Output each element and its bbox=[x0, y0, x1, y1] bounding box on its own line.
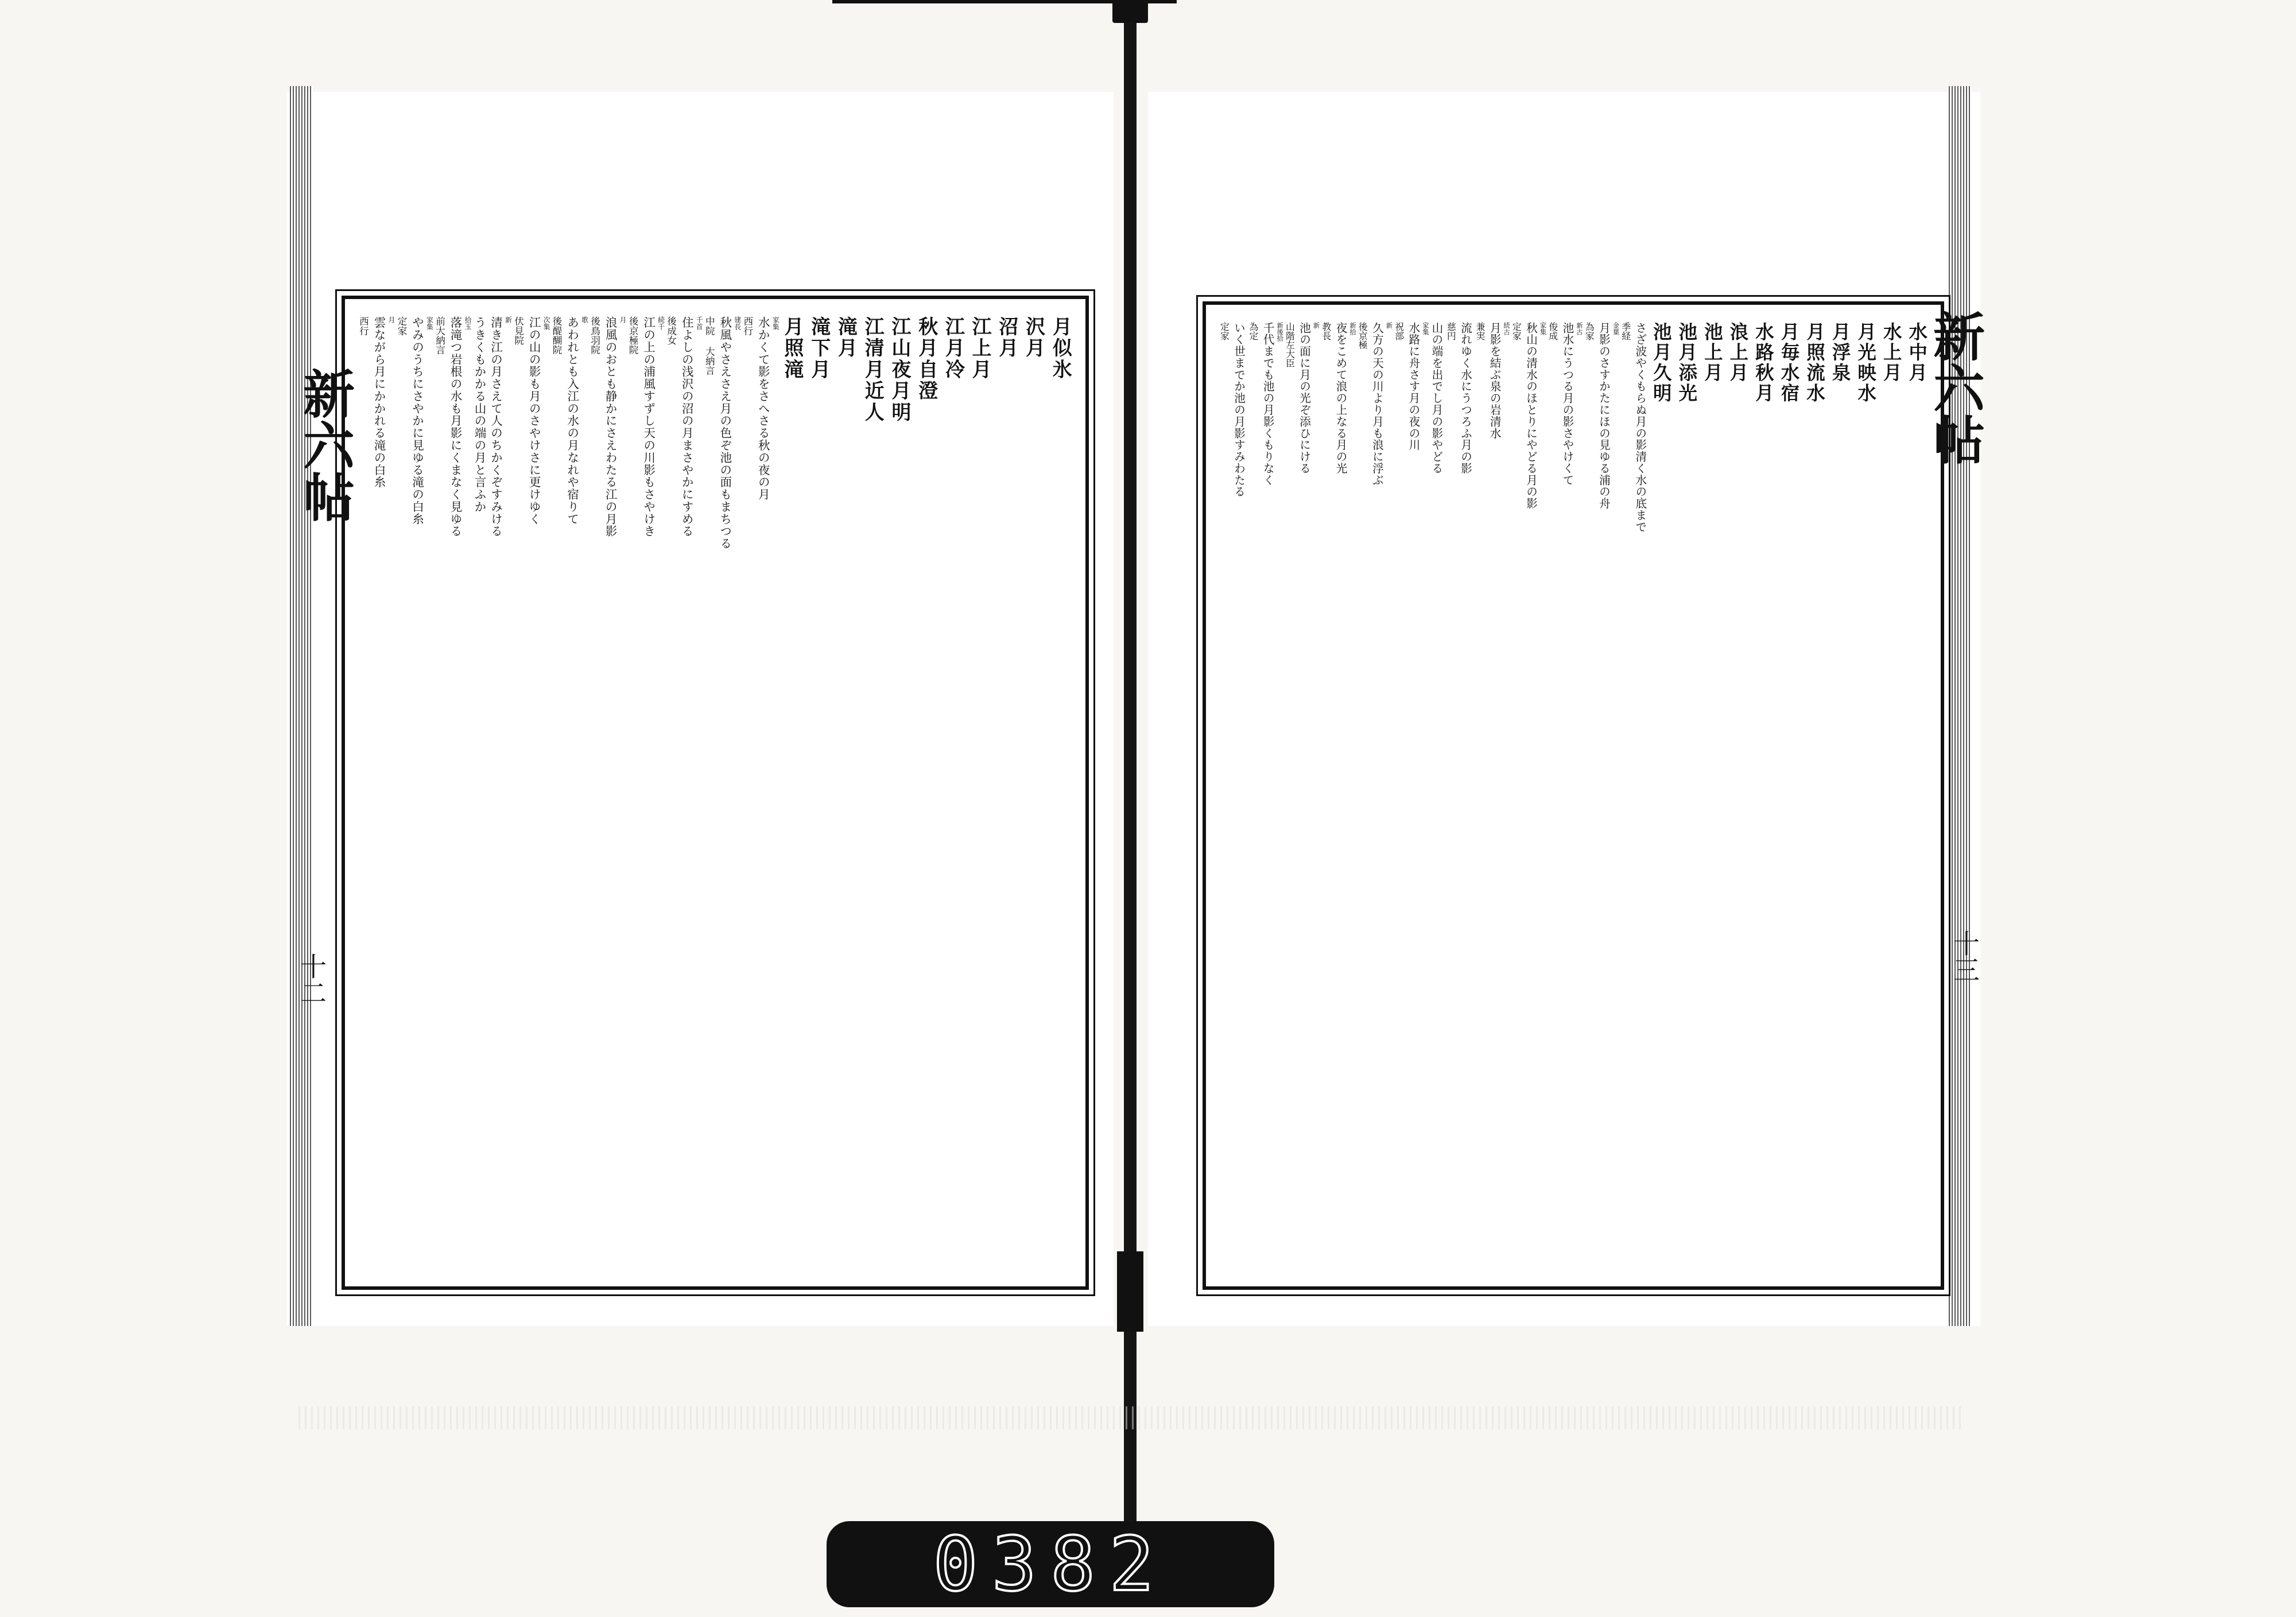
poet-name: 伏見院 bbox=[513, 316, 525, 345]
topic-heading: 江清月近人 bbox=[861, 316, 885, 424]
poem-line: 夜をこめて浪の上なる月の光 bbox=[1334, 322, 1347, 475]
right-columns bbox=[1217, 322, 1929, 693]
topic-heading: 月似氷 bbox=[1049, 316, 1072, 381]
source-tag: 続古 bbox=[1502, 322, 1510, 335]
poem-line: やみのうちにさやかに見ゆる滝の白糸 bbox=[410, 316, 424, 525]
topic-heading: 池月久明 bbox=[1650, 322, 1672, 404]
source-tag: 次集 bbox=[542, 316, 550, 330]
topic-heading: 池上月 bbox=[1701, 322, 1723, 383]
topic-heading: 浪上月 bbox=[1726, 322, 1749, 383]
poet-name: 祝部 bbox=[1393, 322, 1405, 340]
poem-line: 池の面に月の光ぞ添ひにける bbox=[1297, 322, 1311, 475]
poet-name: 中院 大納言 bbox=[704, 316, 715, 375]
source-tag: 千首 bbox=[695, 316, 703, 330]
poem-line: 池水にうつる月の影さやけくて bbox=[1561, 322, 1574, 486]
poem-line: 秋山の清水のほとりにやどる月の影 bbox=[1524, 322, 1538, 510]
poet-name: 前大納言 bbox=[434, 316, 446, 355]
poem-line: 清き江の月さえて人のちかくぞすみける bbox=[488, 316, 503, 537]
poem-line: 水路に舟さす月の夜の川 bbox=[1407, 322, 1420, 451]
right-running-title: 新六帖 bbox=[1924, 310, 1985, 465]
source-tag: 新 bbox=[503, 316, 512, 323]
poet-name: 兼実 bbox=[1475, 322, 1486, 340]
source-tag: 建長 bbox=[732, 316, 741, 330]
topic-heading: 月照滝 bbox=[781, 316, 804, 381]
poet-name: 後京極 bbox=[1357, 322, 1368, 350]
topic-heading: 月毎水宿 bbox=[1778, 322, 1800, 404]
left-folio: 十二 bbox=[296, 953, 327, 1006]
archive-number: 0382 bbox=[933, 1521, 1168, 1608]
topic-heading: 秋月自澄 bbox=[915, 316, 938, 402]
source-tag: 歌 bbox=[580, 316, 588, 323]
poet-name: 教長 bbox=[1321, 322, 1332, 340]
poem-line: 久方の天の川より月も浪に浮ぶ bbox=[1370, 322, 1384, 486]
bottom-edge-shadow bbox=[298, 1406, 1963, 1429]
poet-name: 西行 bbox=[742, 316, 754, 336]
source-tag: 月 bbox=[387, 316, 395, 323]
poet-name: 後京極院 bbox=[627, 316, 639, 355]
topic-heading: 沼月 bbox=[995, 316, 1019, 359]
poem-line: 江の上の浦風すずし天の川影もさやけき bbox=[641, 316, 656, 537]
topic-heading: 江上月 bbox=[968, 316, 992, 381]
poem-line: さざ波やくもらぬ月の影清く水の底まで bbox=[1633, 322, 1647, 533]
poet-name: 定家 bbox=[1511, 322, 1522, 340]
poet-name: 定家 bbox=[396, 316, 408, 336]
topic-heading: 江月冷 bbox=[941, 316, 965, 381]
poet-name: 山階左大臣 bbox=[1284, 322, 1296, 368]
topic-heading: 水中月 bbox=[1905, 322, 1927, 383]
source-tag: 家集 bbox=[425, 316, 433, 330]
poet-name: 後成女 bbox=[666, 316, 677, 345]
poet-name: 為家 bbox=[1584, 322, 1595, 340]
poem-line: 住よしの浅沢の沼の月まさやかにすめる bbox=[680, 316, 693, 537]
poem-line: いく世までか池の月影すみわたる bbox=[1232, 322, 1246, 498]
poem-line: 江の山の影も月のさやけさに更けゆく bbox=[527, 316, 541, 525]
poet-name: 季経 bbox=[1620, 322, 1631, 340]
source-tag: 新 bbox=[1384, 322, 1393, 329]
spine-notch bbox=[1117, 1251, 1143, 1332]
poem-line: 月影を結ぶ泉の岩清水 bbox=[1488, 322, 1501, 439]
poet-name: 為定 bbox=[1248, 322, 1259, 340]
topic-heading: 滝下月 bbox=[808, 316, 831, 381]
poet-name: 定家 bbox=[1219, 322, 1230, 340]
topic-heading: 池月添光 bbox=[1675, 322, 1697, 404]
topic-heading: 沢月 bbox=[1022, 316, 1046, 359]
poem-line: 流れゆく水にうつろふ月の影 bbox=[1459, 322, 1472, 475]
source-tag: 拾玉 bbox=[463, 316, 472, 330]
source-tag: 新 bbox=[1312, 322, 1320, 329]
poem-line: 落滝つ岩根の水も月影にくまなく見ゆる bbox=[448, 316, 462, 537]
left-running-title: 新六帖 bbox=[294, 367, 355, 522]
poet-name: 慈円 bbox=[1445, 322, 1457, 340]
source-tag: 続千 bbox=[656, 316, 665, 330]
poem-line: うきくもかかる山の端の月と言ふか bbox=[472, 316, 486, 513]
poet-name: 俊成 bbox=[1548, 322, 1558, 340]
source-tag: 新古 bbox=[1575, 322, 1583, 335]
left-columns bbox=[356, 316, 1074, 707]
topic-heading: 江山夜月明 bbox=[888, 316, 912, 424]
right-page-edges bbox=[1949, 86, 1972, 1326]
poem-line: あわれとも入江の水の月なれや宿りて bbox=[565, 316, 579, 525]
poem-line: 雲ながら月にかかれる滝の白糸 bbox=[371, 316, 386, 488]
source-tag: 家集 bbox=[771, 316, 779, 330]
topic-heading: 滝月 bbox=[834, 316, 858, 359]
source-tag: 家集 bbox=[1538, 322, 1546, 335]
source-tag: 家集 bbox=[1421, 322, 1429, 335]
topic-heading: 水路秋月 bbox=[1752, 322, 1774, 404]
source-tag: 新後拾 bbox=[1275, 322, 1283, 342]
topic-heading: 月照流水 bbox=[1803, 322, 1825, 404]
source-tag: 月 bbox=[618, 316, 627, 323]
topic-heading: 月浮泉 bbox=[1829, 322, 1851, 383]
poet-name: 後醍醐院 bbox=[551, 316, 563, 355]
poet-name: 後鳥羽院 bbox=[589, 316, 601, 355]
poem-line: 秋風やさえさえ月の色ぞ池の面もまちつる bbox=[718, 316, 732, 550]
right-folio: 十三 bbox=[1949, 930, 1980, 983]
poem-line: 月影のさすかたにほの見ゆる浦の舟 bbox=[1597, 322, 1611, 510]
poem-line: 水かくて影をさへさる秋の夜の月 bbox=[756, 316, 770, 501]
poem-line: 山の端を出でし月の影やどる bbox=[1430, 322, 1443, 475]
source-tag: 金葉 bbox=[1611, 322, 1619, 335]
poet-name: 西行 bbox=[358, 316, 370, 336]
right-text-frame bbox=[1203, 301, 1944, 1290]
topic-heading: 月光映水 bbox=[1854, 322, 1876, 404]
topic-heading: 水上月 bbox=[1880, 322, 1902, 383]
left-text-frame bbox=[342, 296, 1089, 1290]
poem-line: 千代までも池の月影くもりなく bbox=[1261, 322, 1274, 486]
spine-clip bbox=[1112, 0, 1148, 23]
left-page-edges bbox=[290, 86, 313, 1326]
archive-number-stamp bbox=[827, 1521, 1274, 1607]
poem-line: 浪風のおとも静かにさえわたる江の月影 bbox=[603, 316, 617, 537]
source-tag: 新拾 bbox=[1348, 322, 1356, 335]
